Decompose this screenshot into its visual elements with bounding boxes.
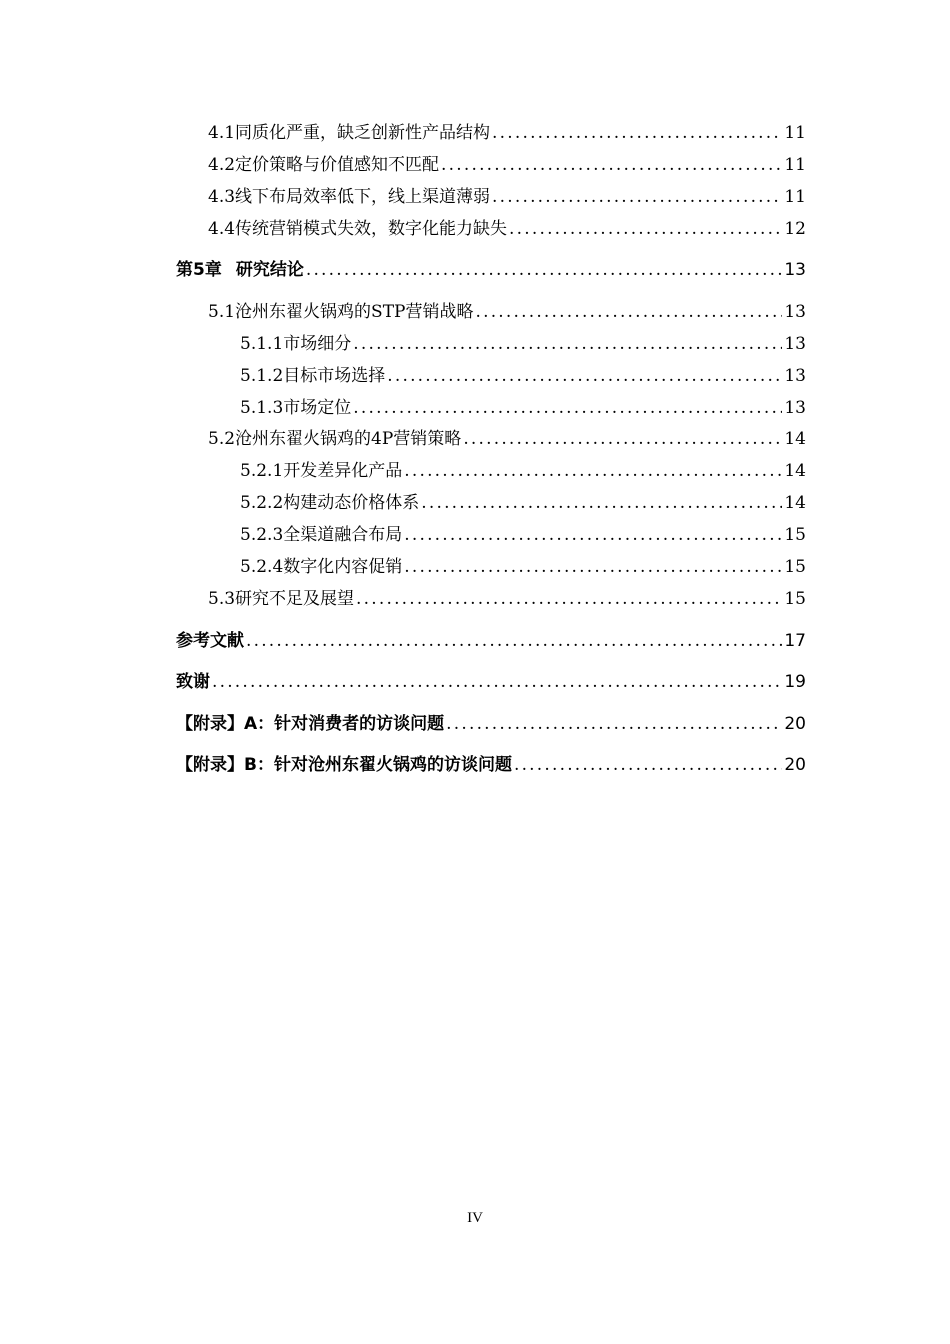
toc-entry-page: 14 (784, 429, 806, 449)
toc-entry-page: 13 (784, 302, 806, 322)
toc-entry-5-1[interactable] (208, 297, 806, 323)
dot-leader (353, 397, 782, 419)
toc-entry-5-1-3[interactable] (240, 393, 806, 419)
toc-entry-title: 市场定位 (283, 398, 352, 418)
toc-entry-number: 5.2 (208, 429, 236, 449)
dot-leader (404, 556, 782, 578)
toc-entry-appendix-b[interactable] (176, 750, 806, 776)
toc-entry-title: 沧州东翟火锅鸡的4P营销策略 (235, 429, 462, 449)
toc-entry-page: 13 (784, 334, 806, 354)
toc-entry-title: 开发差异化产品 (283, 461, 403, 481)
toc-entry-title: 市场细分 (283, 334, 352, 354)
toc-entry-page: 12 (784, 219, 806, 239)
toc-entry-page: 11 (784, 155, 806, 175)
toc-entry-acknowledgements[interactable] (176, 667, 806, 693)
toc-entry-appendix-a[interactable] (176, 709, 806, 735)
toc-entry-4-2[interactable] (208, 150, 806, 176)
toc-entry-references[interactable] (176, 626, 806, 652)
toc-entry-5-2-3[interactable] (240, 520, 806, 546)
toc-entry-number: 5.1 (208, 302, 236, 322)
toc-entry-page: 15 (784, 557, 806, 577)
toc-entry-page: 11 (784, 123, 806, 143)
dot-leader (421, 492, 782, 514)
toc-entry-page: 20 (784, 755, 806, 775)
toc-entry-page: 20 (784, 714, 806, 734)
toc-entry-number: 4.3 (208, 187, 236, 207)
toc-entry-title: 线下布局效率低下，线上渠道薄弱 (235, 187, 491, 207)
toc-entry-5-2-1[interactable] (240, 456, 806, 482)
toc-entry-page: 14 (784, 493, 806, 513)
toc-entry-title: 数字化内容促销 (283, 557, 403, 577)
dot-leader (492, 122, 782, 144)
dot-leader (492, 186, 782, 208)
toc-entry-page: 15 (784, 589, 806, 609)
toc-entry-number: 4.2 (208, 155, 236, 175)
toc-entry-number: 4.4 (208, 219, 236, 239)
toc-entry-title: 构建动态价格体系 (283, 493, 420, 513)
dot-leader (514, 754, 782, 776)
toc-entry-number: 4.1 (208, 123, 236, 143)
toc-entry-title: 研究不足及展望 (235, 589, 355, 609)
dot-leader (463, 428, 782, 450)
toc-entry-number: 第5章 (176, 260, 222, 280)
dot-leader (212, 671, 782, 693)
dot-leader (509, 218, 782, 240)
dot-leader (356, 588, 782, 610)
toc-entry-title: 沧州东翟火锅鸡的STP营销战略 (235, 302, 474, 322)
toc-entry-page: 11 (784, 187, 806, 207)
dot-leader (446, 713, 782, 735)
toc-entry-5-3[interactable] (208, 584, 806, 610)
toc-entry-title: 全渠道融合布局 (283, 525, 403, 545)
toc-entry-5-2-2[interactable] (240, 488, 806, 514)
page-number: IV (467, 1210, 483, 1226)
toc-entry-number: 5.2.2 (240, 493, 284, 513)
toc-entry-5-1-2[interactable] (240, 361, 806, 387)
toc-entry-number: 5.1.1 (240, 334, 284, 354)
toc-entry-4-4[interactable] (208, 214, 806, 240)
toc-entry-title: 【附录】B：针对沧州东翟火锅鸡的访谈问题 (176, 755, 512, 775)
toc-entry-number: 5.1.2 (240, 366, 284, 386)
toc-entry-number: 5.1.3 (240, 398, 284, 418)
toc-entry-number: 5.3 (208, 589, 236, 609)
toc-entry-title: 参考文献 (176, 631, 244, 651)
dot-leader (404, 460, 782, 482)
toc-entry-5-2[interactable] (208, 424, 806, 450)
dot-leader (353, 333, 782, 355)
toc-entry-5-2-4[interactable] (240, 552, 806, 578)
toc-entry-title: 同质化严重，缺乏创新性产品结构 (235, 123, 491, 143)
toc-entry-chapter-5[interactable] (176, 255, 806, 281)
dot-leader (387, 365, 782, 387)
toc-entry-title: 定价策略与价值感知不匹配 (235, 155, 440, 175)
toc-entry-title: 致谢 (176, 672, 210, 692)
dot-leader (404, 524, 782, 546)
toc-entry-page: 13 (784, 398, 806, 418)
dot-leader (306, 259, 783, 281)
toc-entry-page: 13 (784, 260, 806, 280)
toc-entry-number: 5.2.4 (240, 557, 284, 577)
toc-entry-number: 5.2.3 (240, 525, 284, 545)
toc-entry-title: 目标市场选择 (283, 366, 386, 386)
toc-entry-4-3[interactable] (208, 182, 806, 208)
toc-entry-5-1-1[interactable] (240, 329, 806, 355)
toc-entry-4-1[interactable] (208, 118, 806, 144)
dot-leader (475, 301, 782, 323)
toc-entry-title: 【附录】A：针对消费者的访谈问题 (176, 714, 445, 734)
dot-leader (441, 154, 782, 176)
toc-entry-number: 5.2.1 (240, 461, 284, 481)
toc-entry-title: 研究结论 (235, 260, 304, 280)
toc-entry-page: 15 (784, 525, 806, 545)
dot-leader (246, 630, 782, 652)
toc-entry-page: 19 (784, 672, 806, 692)
toc-entry-page: 17 (784, 631, 806, 651)
toc-entry-page: 13 (784, 366, 806, 386)
toc-entry-title: 传统营销模式失效，数字化能力缺失 (235, 219, 508, 239)
toc-entry-page: 14 (784, 461, 806, 481)
